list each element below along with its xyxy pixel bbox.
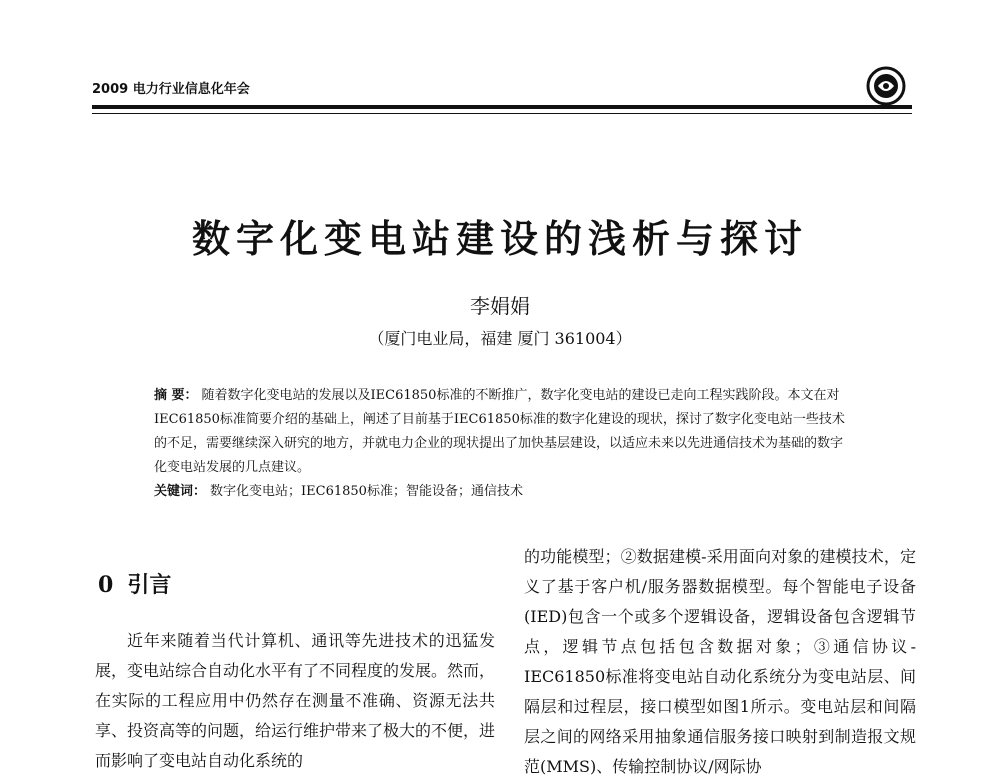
right-column: [524, 542, 916, 782]
paper-title: 数字化变电站建设的浅析与探讨: [191, 216, 808, 261]
keywords: [154, 480, 854, 504]
keywords-text: 数字化变电站；IEC61850标准；智能设备；通信技术: [210, 484, 523, 499]
conference-emblem-icon: [866, 66, 906, 106]
abstract: [154, 384, 854, 480]
left-column: [95, 626, 495, 776]
abstract-label: 摘 要：: [154, 388, 198, 403]
running-header: 2009 电力行业信息化年会: [92, 82, 250, 97]
continued-paragraph: 的功能模型；②数据建模-采用面向对象的建模技术，定义了基于客户机/服务器数据模型。每个智能电子设备(IED)包含一个或多个逻辑设备，逻辑设备包含逻辑节点，逻辑节点包括包含数据对象；③通信协议-IEC61850标准将变电站自动化系统分为变电站层、间隔层和过程层，接口模型如图1所示。变电站层和间隔层之间的网络采用抽象通信服务接口映射到制造报文规范(MMS)、传输控制协议/网际协: [524, 547, 916, 776]
header-rule-thick: [92, 105, 912, 109]
intro-paragraph: 近年来随着当代计算机、通讯等先进技术的迅猛发展，变电站综合自动化水平有了不同程度的发展。然而，在实际的工程应用中仍然存在测量不准确、资源无法共享、投资高等的问题，给运行维护带来了极大的不便，进而影响了变电站自动化系统的: [95, 631, 496, 770]
keywords-label: 关键词：: [154, 484, 207, 499]
author-name: 李娟娟: [470, 294, 530, 318]
author-affiliation: （厦门电业局，福建 厦门 361004）: [368, 329, 632, 348]
section-title: 引言: [127, 572, 172, 598]
section-number: 0: [98, 572, 114, 598]
section-heading: [98, 568, 171, 599]
header-rule-thin: [92, 113, 912, 114]
abstract-text: 随着数字化变电站的发展以及IEC61850标准的不断推广，数字化变电站的建设已走向工程实践阶段。本文在对IEC61850标准简要介绍的基础上，阐述了目前基于IEC61850标准的数字化建设的现状，探讨了数字化变电站一些技术的不足，需要继续深入研究的地方，并就电力企业的现状提出了加快基层建设，以适应未来以先进通信技术为基础的数字化变电站发展的几点建议。: [154, 388, 845, 475]
